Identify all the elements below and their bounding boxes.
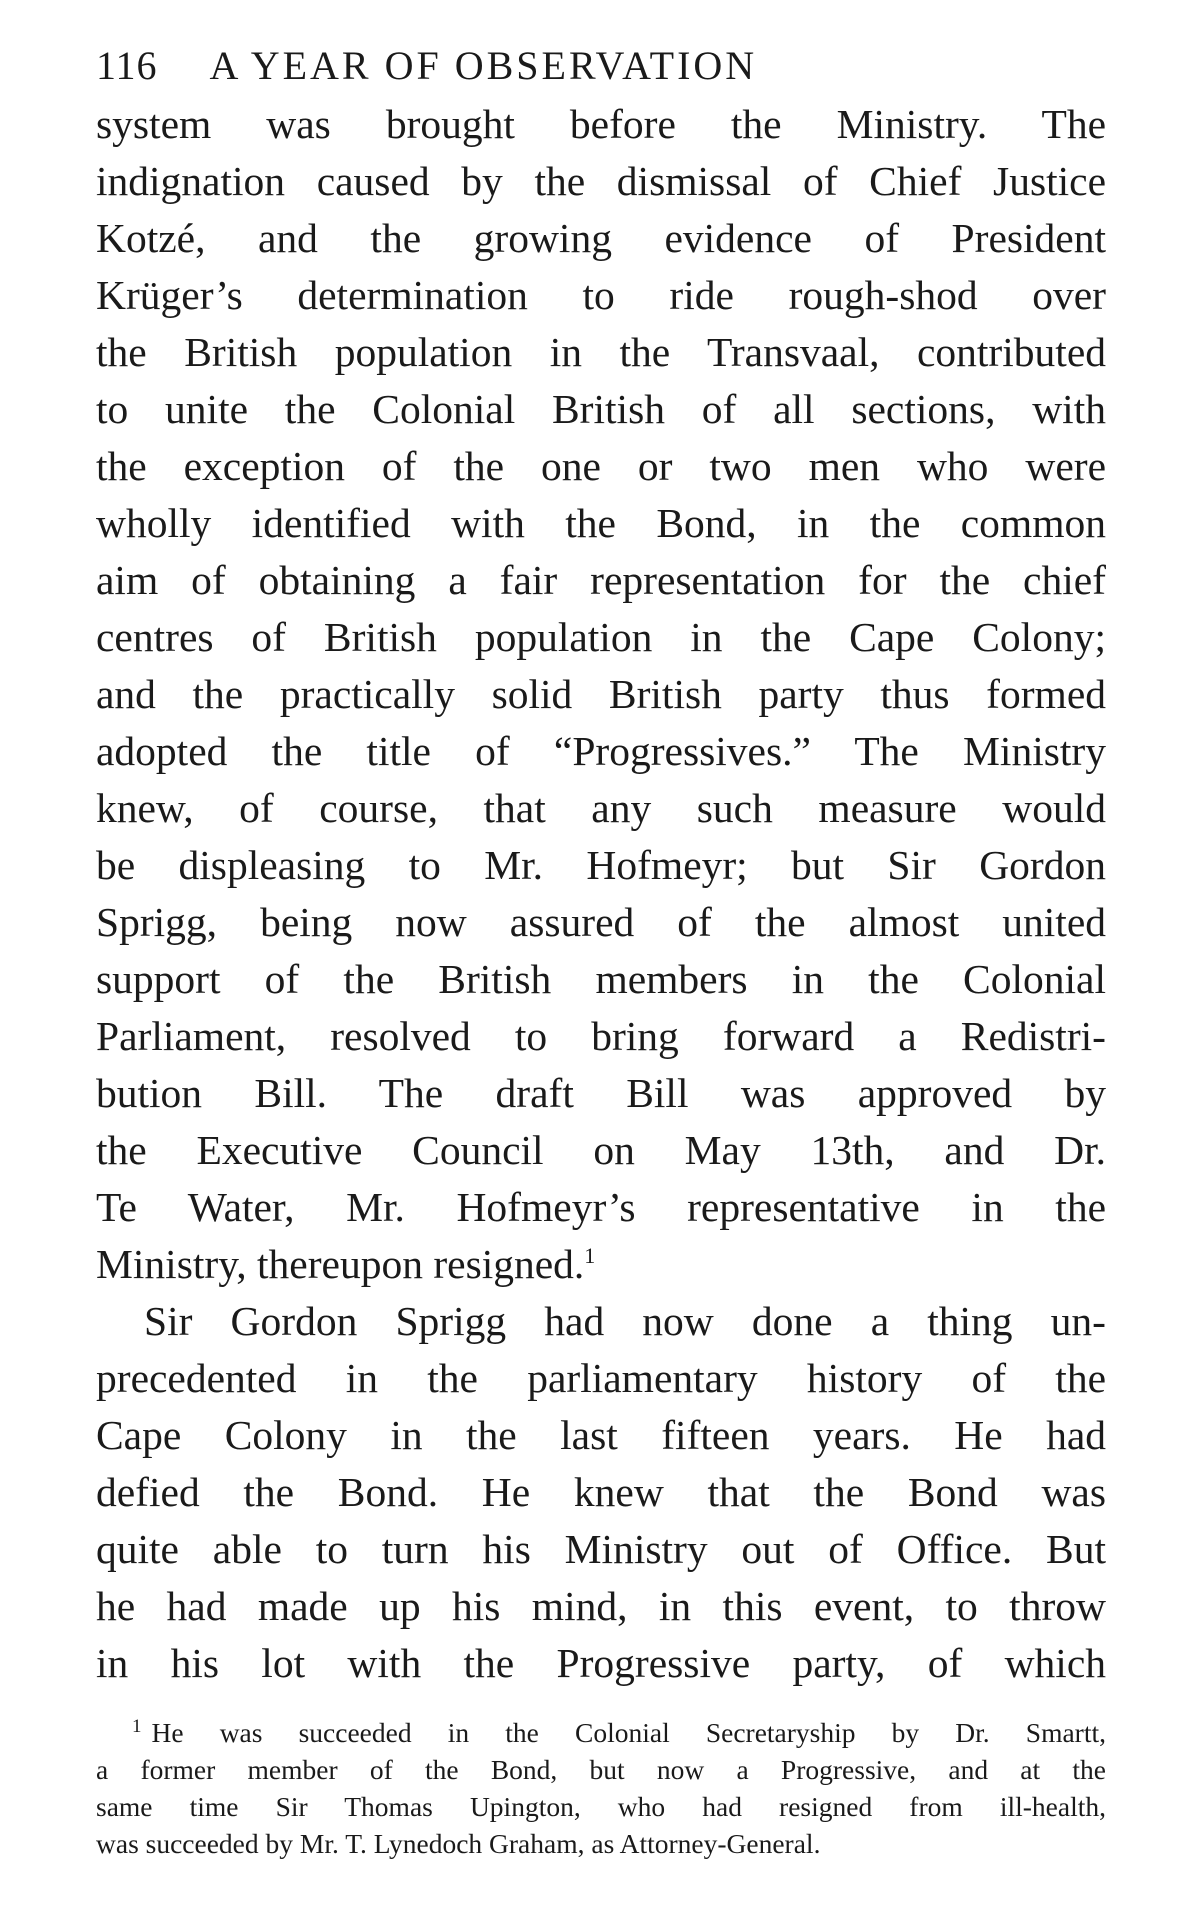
body-line: Cape Colony in the last fifteen years. He had [96, 1412, 1106, 1458]
body-line: quite able to turn his Ministry out of Office. But [96, 1526, 1106, 1572]
footnote-text: He was succeeded in the Colonial Secretaryship by Dr. Smartt, [151, 1717, 1106, 1748]
page-number: 116 [96, 43, 158, 88]
paragraph-end-line [96, 1236, 1106, 1293]
body-line-text: Ministry, thereupon resigned. [96, 1241, 585, 1287]
running-head [96, 36, 1106, 96]
body-line: Krüger’s determination to ride rough-shod over [96, 272, 1106, 318]
body-text [96, 96, 1106, 1692]
body-line: he had made up his mind, in this event, to throw [96, 1583, 1106, 1629]
body-line: knew, of course, that any such measure would [96, 785, 1106, 831]
body-line: precedented in the parliamentary history of the [96, 1355, 1106, 1401]
body-line: adopted the title of “Progressives.” The Ministry [96, 728, 1106, 774]
footnote [96, 1714, 1106, 1862]
body-line: indignation caused by the dismissal of Chief Justice [96, 158, 1106, 204]
body-line: Parliament, resolved to bring forward a Redistri- [96, 1013, 1106, 1059]
body-line: system was brought before the Ministry. The [96, 101, 1106, 147]
body-line: support of the British members in the Colonial [96, 956, 1106, 1002]
body-line: be displeasing to Mr. Hofmeyr; but Sir Gordon [96, 842, 1106, 888]
footnote-first-line [96, 1714, 1106, 1751]
footnote-marker: 1 [132, 1715, 142, 1737]
body-line: to unite the Colonial British of all sections, with [96, 386, 1106, 432]
body-line: wholly identified with the Bond, in the common [96, 500, 1106, 546]
body-line: defied the Bond. He knew that the Bond was [96, 1469, 1106, 1515]
footnote-line: a former member of the Bond, but now a Progressive, and at the [96, 1754, 1106, 1785]
body-line: Sprigg, being now assured of the almost united [96, 899, 1106, 945]
footnote-line: same time Sir Thomas Upington, who had resigned from ill-health, [96, 1791, 1106, 1822]
body-line: the British population in the Transvaal, contributed [96, 329, 1106, 375]
body-line: the Executive Council on May 13th, and Dr. [96, 1127, 1106, 1173]
body-line: and the practically solid British party thus formed [96, 671, 1106, 717]
body-line: centres of British population in the Cape Colony; [96, 614, 1106, 660]
footnote-line: was succeeded by Mr. T. Lynedoch Graham, as Attorney-General. [96, 1828, 821, 1859]
body-line: aim of obtaining a fair representation for the chief [96, 557, 1106, 603]
running-title: A YEAR OF OBSERVATION [209, 43, 758, 88]
footnote-reference[interactable]: 1 [584, 1243, 596, 1269]
body-line: the exception of the one or two men who were [96, 443, 1106, 489]
body-line: Te Water, Mr. Hofmeyr’s representative in the [96, 1184, 1106, 1230]
book-page [96, 36, 1106, 1862]
body-line: in his lot with the Progressive party, of which [96, 1640, 1106, 1686]
body-line: bution Bill. The draft Bill was approved by [96, 1070, 1106, 1116]
body-line: Kotzé, and the growing evidence of President [96, 215, 1106, 261]
paragraph-start-line: Sir Gordon Sprigg had now done a thing un- [144, 1298, 1106, 1344]
